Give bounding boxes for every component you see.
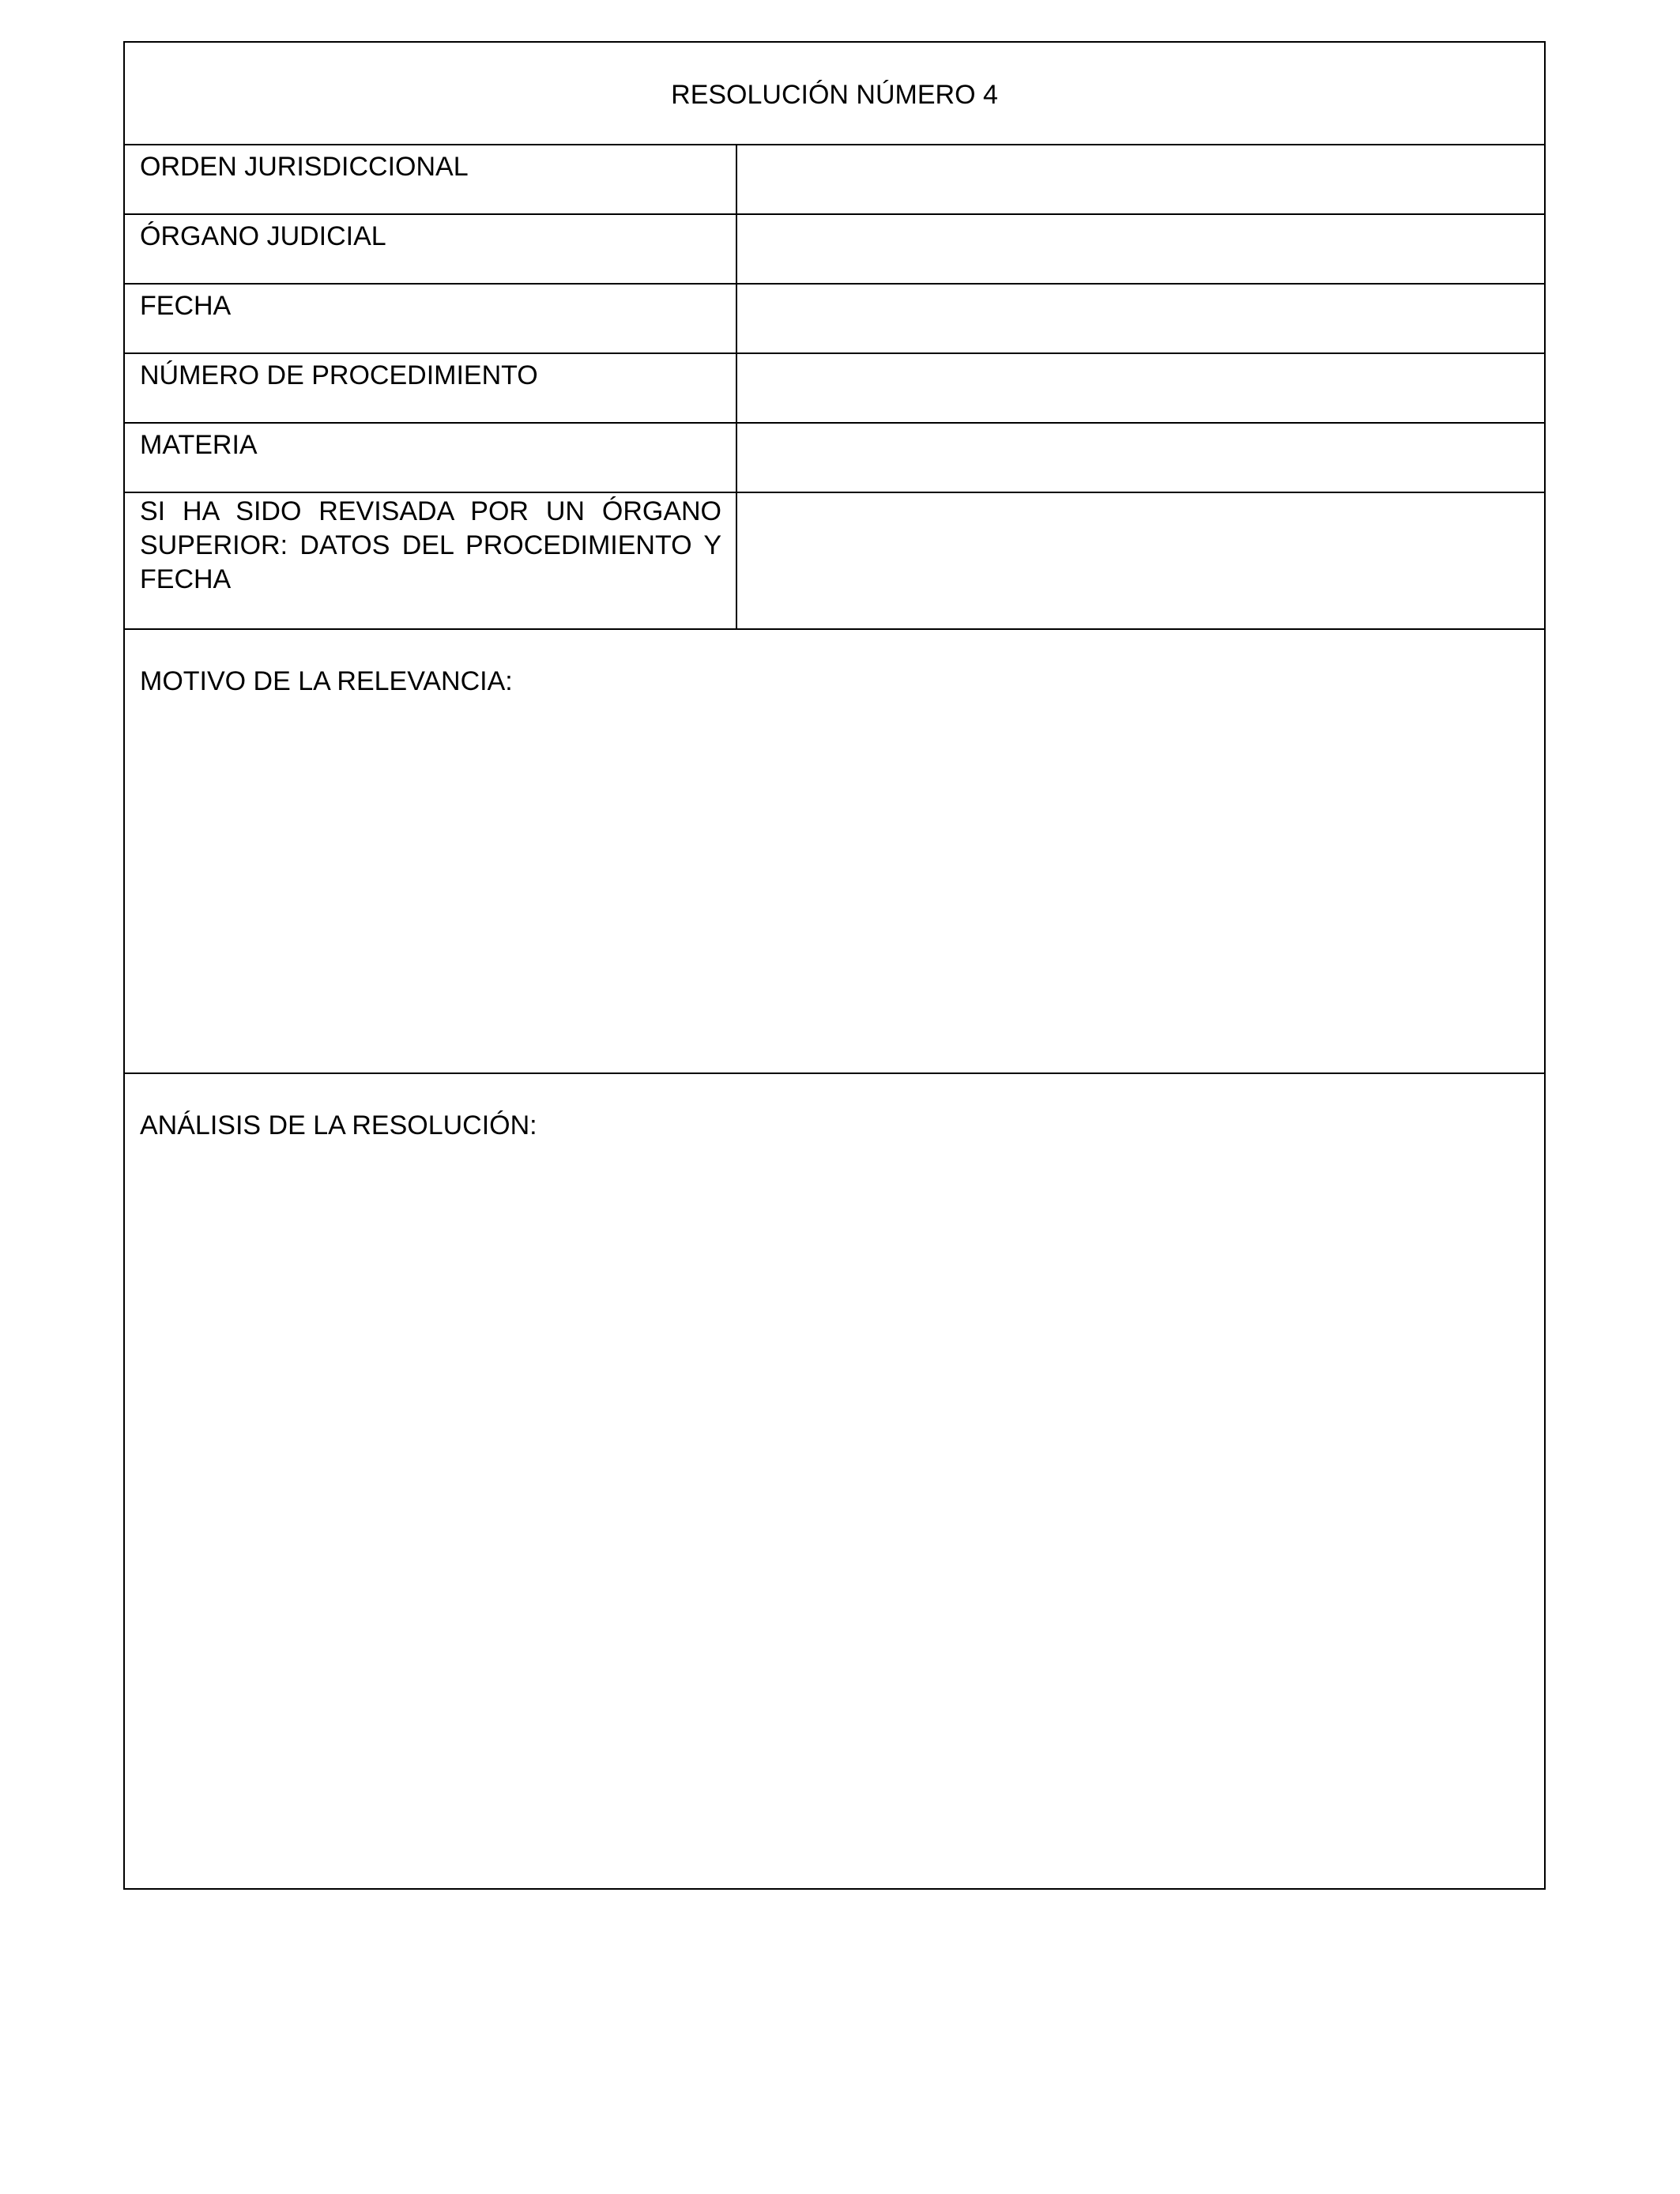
fecha-label: FECHA [140,291,232,321]
organo-judicial-label-cell [124,214,736,284]
table-row [124,214,1545,284]
revision-label-cell [124,492,736,629]
title-row [124,42,1545,145]
relevance-cell[interactable] [124,629,1545,1073]
numero-procedimiento-label: NÚMERO DE PROCEDIMIENTO [140,360,538,390]
materia-label-cell [124,423,736,492]
numero-procedimiento-label-cell [124,353,736,423]
title-cell [124,42,1545,145]
analysis-cell[interactable] [124,1073,1545,1889]
revision-field[interactable] [736,492,1545,629]
orden-jurisdiccional-label: ORDEN JURISDICCIONAL [140,152,469,182]
organo-judicial-label: ÓRGANO JUDICIAL [140,221,386,251]
materia-label: MATERIA [140,430,258,460]
form-title: RESOLUCIÓN NÚMERO 4 [671,79,998,110]
revision-label: SI HA SIDO REVISADA POR UN ÓRGANO SUPERIOR: DATOS DEL PROCEDIMIENTO Y FECHA [140,496,721,594]
table-row [124,492,1545,629]
table-row [124,284,1545,353]
fecha-field[interactable] [736,284,1545,353]
relevance-section [124,629,1545,1073]
analysis-label: ANÁLISIS DE LA RESOLUCIÓN: [140,1110,537,1140]
table-row [124,353,1545,423]
table-row [124,423,1545,492]
organo-judicial-field[interactable] [736,214,1545,284]
orden-jurisdiccional-field[interactable] [736,145,1545,214]
fecha-label-cell [124,284,736,353]
numero-procedimiento-field[interactable] [736,353,1545,423]
orden-jurisdiccional-label-cell [124,145,736,214]
materia-field[interactable] [736,423,1545,492]
analysis-section [124,1073,1545,1889]
resolution-form-table [123,41,1546,1890]
table-row [124,145,1545,214]
relevance-label: MOTIVO DE LA RELEVANCIA: [140,666,513,696]
